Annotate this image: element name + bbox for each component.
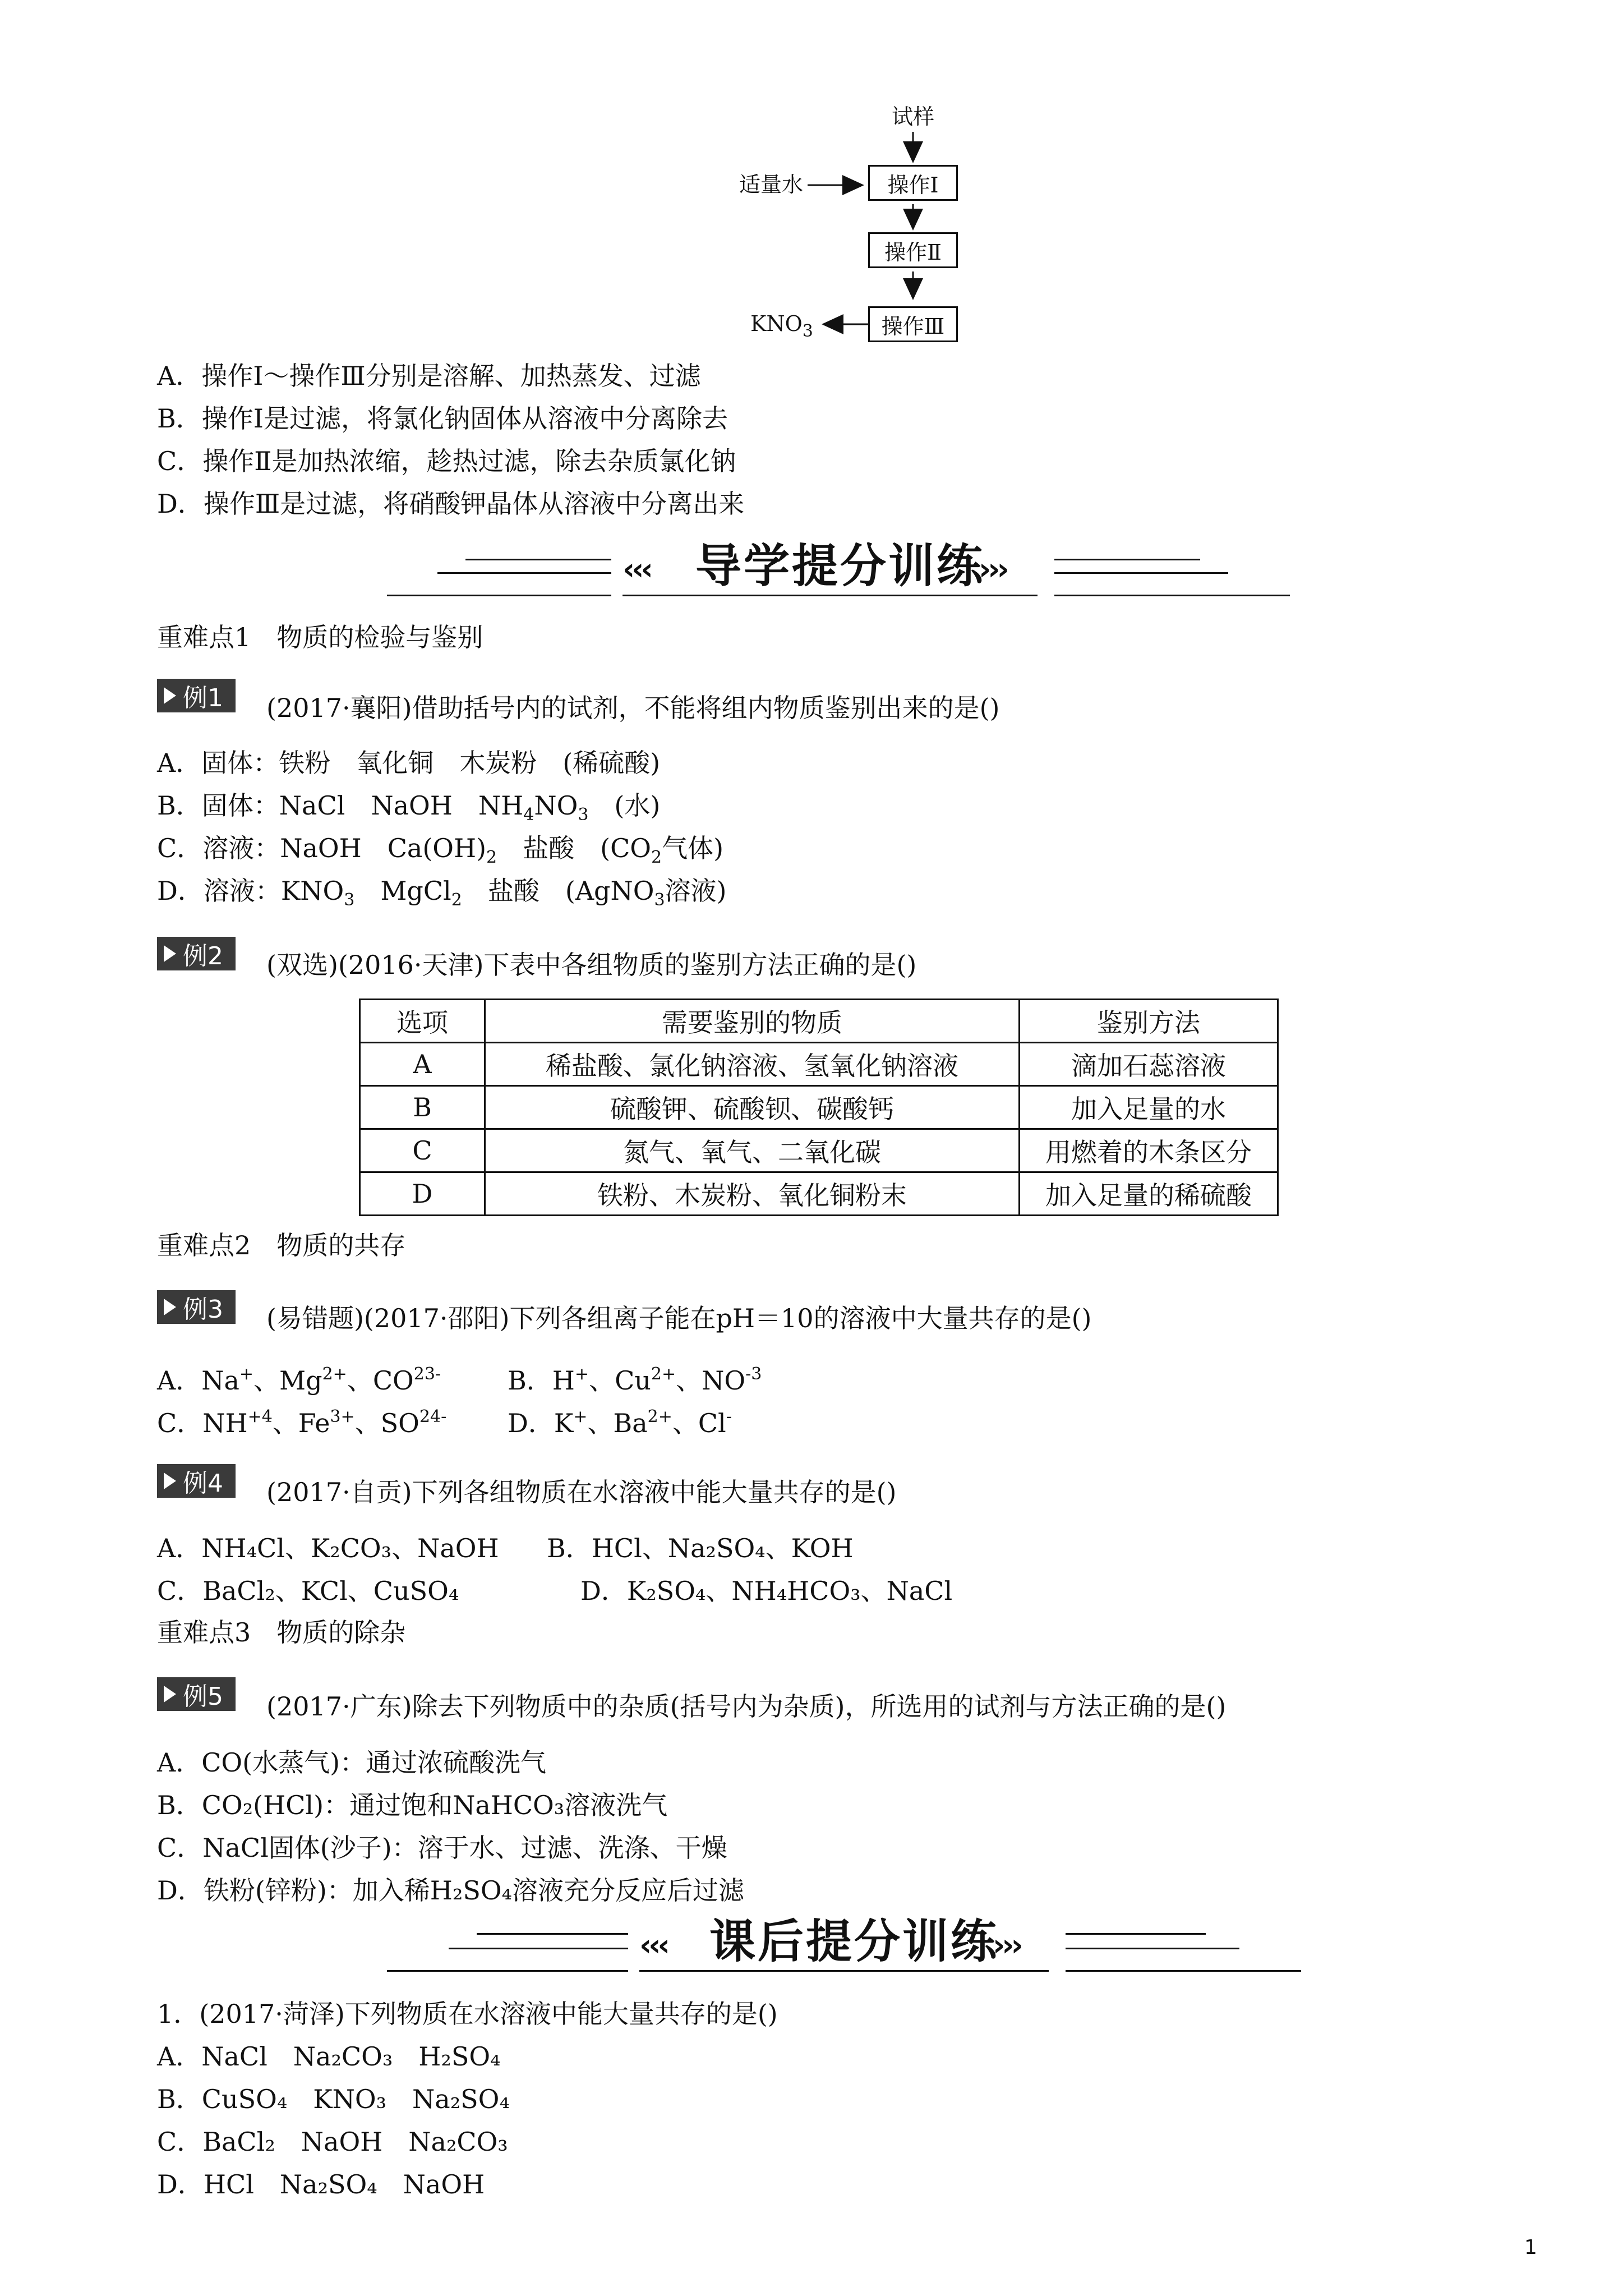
example-3-tag: 例3 [157,1290,236,1324]
table-row [360,1086,1278,1129]
banner-rule [1054,559,1200,560]
table-row [360,1043,1278,1086]
key-point-2-heading: 重难点2 物质的共存 [157,1230,406,1260]
play-triangle-icon [164,1686,176,1703]
banner-rule [1066,1933,1206,1935]
example-5-option-c: C．NaCl固体(沙子)：溶于水、过滤、洗涤、干燥 [157,1833,727,1863]
banner-right-arrows: ››› [993,1927,1020,1963]
example-5-tag: 例5 [157,1677,236,1711]
banner-rule [437,572,611,574]
question-1-option-a: A．NaCl Na₂CO₃ H₂SO₄ [157,2041,501,2072]
banner-rule [639,1970,1049,1972]
flowchart-sample-label: 试样 [892,104,935,129]
banner-rule [449,1948,628,1949]
identification-table [359,999,1279,1216]
table-cell: D [360,1172,485,1216]
example-3-option-c: C．$NH^{+4}$、$Fe^{3+}$、$SO^{24-}$ [157,1407,447,1438]
table-cell: 氮气、氧气、二氧化碳 [485,1129,1020,1172]
table-cell: 加入足量的稀硫酸 [1020,1172,1278,1216]
example-4-option-c: C．BaCl₂、KCl、CuSO₄ [157,1576,459,1606]
example-4-option-b: B．HCl、Na₂SO₄、KOH [547,1533,854,1563]
flowchart-water-label: 适量水 [739,172,804,197]
example-5-stem: (2017·广东)除去下列物质中的杂质(括号内为杂质)，所选用的试剂与方法正确的是() [266,1691,1227,1722]
flowchart-box-operation-2: 操作Ⅱ [868,232,958,268]
table-header-row [360,1000,1278,1043]
example-4-stem: (2017·自贡)下列各组物质在水溶液中能大量共存的是() [266,1477,897,1507]
example-1-stem: (2017·襄阳)借助括号内的试剂，不能将组内物质鉴别出来的是() [266,693,1000,723]
banner-rule [1066,1970,1301,1972]
banner-rule [1054,572,1228,574]
table-cell: B [360,1086,485,1129]
flowchart-box-operation-1: 操作Ⅰ [868,165,958,201]
table-cell: 用燃着的木条区分 [1020,1129,1278,1172]
question-1-stem: 1．(2017·菏泽)下列物质在水溶液中能大量共存的是() [157,1999,778,2029]
example-3-stem: (易错题)(2017·邵阳)下列各组离子能在pH＝10的溶液中大量共存的是() [266,1303,1092,1333]
question-1-option-d: D．HCl Na₂SO₄ NaOH [157,2169,485,2200]
example-4-tag: 例4 [157,1464,236,1498]
q0-option-a: A．操作Ⅰ～操作Ⅲ分别是溶解、加热蒸发、过滤 [157,361,701,391]
banner-rule [1066,1948,1239,1949]
table-cell: 铁粉、木炭粉、氧化铜粉末 [485,1172,1020,1216]
banner-rule [465,559,611,560]
play-triangle-icon [164,945,176,962]
q0-option-b: B．操作Ⅰ是过滤，将氯化钠固体从溶液中分离除去 [157,403,728,434]
play-triangle-icon [164,1473,176,1489]
table-cell: C [360,1129,485,1172]
table-cell: A [360,1043,485,1086]
key-point-3-heading: 重难点3 物质的除杂 [157,1617,406,1648]
example-2-stem: (双选)(2016·天津)下表中各组物质的鉴别方法正确的是() [266,950,917,980]
banner-rule [387,1970,628,1972]
q0-option-c: C．操作Ⅱ是加热浓缩，趁热过滤，除去杂质氯化钠 [157,446,736,476]
question-1-option-b: B．CuSO₄ KNO₃ Na₂SO₄ [157,2084,510,2114]
banner-rule [477,1933,628,1935]
flowchart-product-label: $KNO_3$ [750,311,813,341]
flowchart-box-operation-3: 操作Ⅲ [868,306,958,342]
q0-option-d: D．操作Ⅲ是过滤，将硝酸钾晶体从溶液中分离出来 [157,489,745,519]
example-5-option-d: D．铁粉(锌粉)：加入稀H₂SO₄溶液充分反应后过滤 [157,1875,744,1906]
banner-left-arrows: ‹‹‹ [623,551,650,587]
example-1-option-a: A．固体：铁粉 氧化铜 木炭粉 (稀硫酸) [157,748,661,778]
play-triangle-icon [164,1299,176,1315]
banner-rule [1054,595,1290,596]
banner-right-arrows: ››› [979,551,1006,587]
example-4-option-a: A．NH₄Cl、K₂CO₃、NaOH [157,1533,499,1563]
example-3-option-a: A．Na+、$Mg^{2+}$、$CO^{23-}$ [157,1364,441,1396]
example-5-option-a: A．CO(水蒸气)：通过浓硫酸洗气 [157,1747,547,1778]
section-title-after-class: 课后提分训练 [709,1915,999,1968]
example-1-option-d: D．溶液：$KNO_3$ MgCl$_2$ 盐酸 (AgNO$_3$溶液) [157,876,727,910]
table-cell: 滴加石蕊溶液 [1020,1043,1278,1086]
example-1-option-b: B．固体：NaCl NaOH $NH_4NO_3$ (水) [157,790,661,825]
table-cell: 稀盐酸、氯化钠溶液、氢氧化钠溶液 [485,1043,1020,1086]
section-title-guided: 导学提分训练 [695,540,985,593]
table-header-cell: 选项 [360,1000,485,1043]
key-point-1-heading: 重难点1 物质的检验与鉴别 [157,622,483,652]
example-3-option-d: D．K+、$Ba^{2+}$、Cl- [508,1407,732,1438]
question-1-option-c: C．BaCl₂ NaOH Na₂CO₃ [157,2127,508,2157]
play-triangle-icon [164,687,176,704]
banner-rule [623,595,1038,596]
example-3-option-b: B．H+、$Cu^{2+}$、$NO^{-3}$ [508,1364,762,1396]
banner-rule [387,595,611,596]
example-5-option-b: B．CO₂(HCl)：通过饱和NaHCO₃溶液洗气 [157,1790,668,1820]
example-4-option-d: D．K₂SO₄、NH₄HCO₃、NaCl [580,1576,953,1606]
example-2-tag: 例2 [157,937,236,970]
banner-left-arrows: ‹‹‹ [639,1927,667,1963]
table-header-cell: 需要鉴别的物质 [485,1000,1020,1043]
table-header-cell: 鉴别方法 [1020,1000,1278,1043]
example-1-option-c: C．溶液：NaOH $Ca(OH)_2$ 盐酸 ($CO_2$气体) [157,833,724,867]
table-cell: 加入足量的水 [1020,1086,1278,1129]
page-number: 1 [1524,2236,1537,2259]
table-cell: 硫酸钾、硫酸钡、碳酸钙 [485,1086,1020,1129]
table-row [360,1172,1278,1216]
table-row [360,1129,1278,1172]
example-1-tag: 例1 [157,679,236,712]
